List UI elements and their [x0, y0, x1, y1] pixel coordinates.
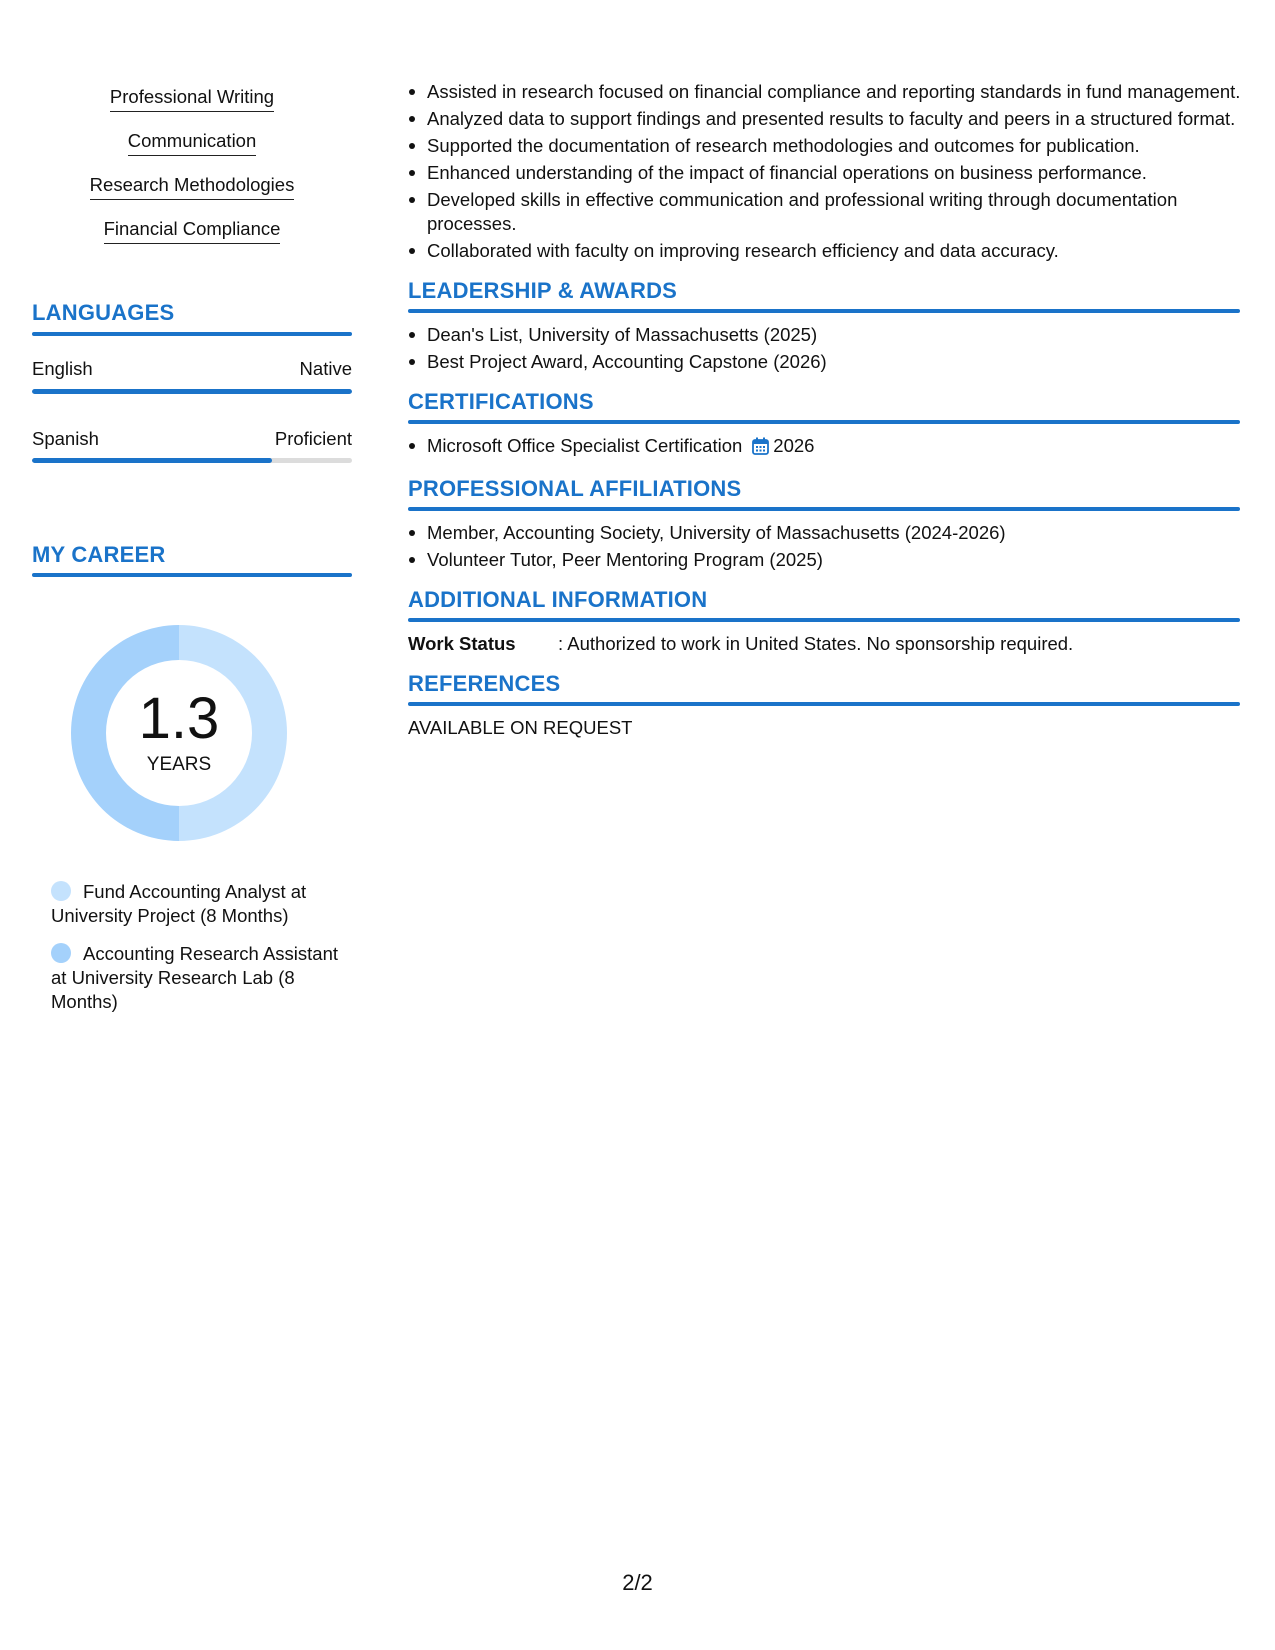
- experience-bullet: Developed skills in effective communication and professional writing through documentation processes.: [408, 188, 1242, 236]
- language-row-spanish: [32, 428, 352, 450]
- career-legend-label: Fund Accounting Analyst at University Project (8 Months): [51, 881, 307, 926]
- language-level: Proficient: [274, 428, 352, 449]
- references-text: AVAILABLE ON REQUEST: [408, 717, 633, 738]
- calendar-icon: [752, 437, 769, 461]
- references-heading: REFERENCES: [408, 671, 561, 696]
- right-column: [408, 80, 1242, 740]
- language-fill: [32, 458, 272, 463]
- affiliation-item: Member, Accounting Society, University of Massachusetts (2024-2026): [408, 521, 1242, 545]
- career-legend-label: Accounting Research Assistant at University Research Lab (8 Months): [51, 943, 339, 1012]
- affiliations-heading: PROFESSIONAL AFFILIATIONS: [408, 476, 742, 501]
- certification-item: [408, 434, 1242, 461]
- skill-item: Research Methodologies: [90, 174, 295, 200]
- experience-bullet: Analyzed data to support findings and presented results to faculty and peers in a structured format.: [408, 107, 1242, 131]
- certification-name: Microsoft Office Specialist Certification: [427, 435, 743, 456]
- additional-info-heading: ADDITIONAL INFORMATION: [408, 587, 708, 612]
- skill-item: Professional Writing: [110, 86, 274, 112]
- language-level: Native: [299, 358, 352, 379]
- page-number: 2/2: [622, 1570, 653, 1595]
- certifications-section: [408, 388, 1242, 461]
- work-status-value: : Authorized to work in United States. No sponsorship required.: [558, 633, 1074, 654]
- additional-info-section: [408, 586, 1242, 656]
- experience-bullet: Supported the documentation of research methodologies and outcomes for publication.: [408, 134, 1242, 158]
- leadership-section: [408, 277, 1242, 374]
- skills-list: [32, 86, 352, 262]
- section-rule: [408, 420, 1240, 424]
- section-rule: [408, 702, 1240, 706]
- skill-item: Communication: [128, 130, 257, 156]
- language-name: Spanish: [32, 428, 99, 449]
- certifications-heading: CERTIFICATIONS: [408, 389, 594, 414]
- language-bar-english: [32, 389, 352, 394]
- section-rule: [408, 507, 1240, 511]
- affiliations-section: [408, 475, 1242, 572]
- career-total-years: 1.3: [138, 686, 220, 751]
- leadership-item: Best Project Award, Accounting Capstone (2026): [408, 350, 1242, 374]
- legend-dot: [51, 943, 71, 963]
- affiliation-item: Volunteer Tutor, Peer Mentoring Program (2025): [408, 548, 1242, 572]
- experience-bullet: Collaborated with faculty on improving research efficiency and data accuracy.: [408, 239, 1242, 263]
- languages-rule: [32, 332, 352, 336]
- section-rule: [408, 618, 1240, 622]
- experience-bullets: [408, 80, 1242, 263]
- certification-year: 2026: [773, 435, 815, 456]
- career-total-unit: YEARS: [146, 754, 212, 775]
- languages-heading: LANGUAGES: [32, 300, 175, 325]
- language-bar-spanish: [32, 458, 352, 463]
- work-status-row: [408, 632, 1242, 656]
- work-status-label: Work Status: [408, 633, 516, 654]
- language-fill: [32, 389, 352, 394]
- section-rule: [408, 309, 1240, 313]
- leadership-item: Dean's List, University of Massachusetts (2025): [408, 323, 1242, 347]
- skill-item: Financial Compliance: [104, 218, 281, 244]
- leadership-heading: LEADERSHIP & AWARDS: [408, 278, 678, 303]
- language-name: English: [32, 358, 93, 379]
- career-heading: MY CAREER: [32, 542, 166, 567]
- career-legend-item: [51, 942, 341, 1014]
- experience-bullet: Enhanced understanding of the impact of financial operations on business performance.: [408, 161, 1242, 185]
- experience-bullet: Assisted in research focused on financial compliance and reporting standards in fund management.: [408, 80, 1242, 104]
- language-row-english: [32, 358, 352, 380]
- references-section: [408, 670, 1242, 740]
- career-legend: [51, 880, 341, 1028]
- career-legend-item: [51, 880, 341, 928]
- legend-dot: [51, 881, 71, 901]
- career-rule: [32, 573, 352, 577]
